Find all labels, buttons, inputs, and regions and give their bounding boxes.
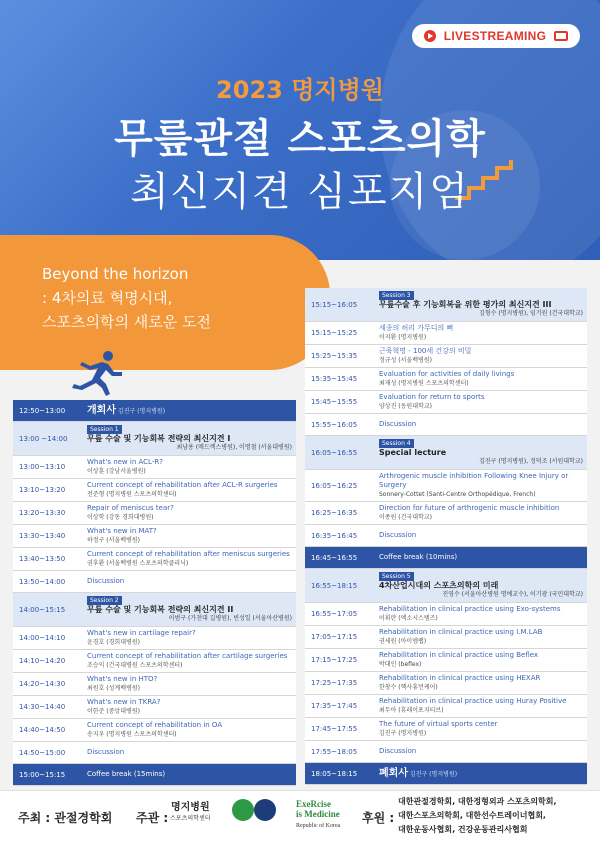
- schedule-row: [13, 456, 296, 479]
- talk-title: What's new in ACL-R?: [87, 458, 163, 466]
- footer: [0, 790, 600, 849]
- time-cell: 14:40~14:50: [19, 726, 66, 734]
- content-cell: [375, 368, 587, 390]
- content-cell: [375, 436, 587, 469]
- schedule-row: [13, 719, 296, 742]
- schedule-row: [13, 571, 296, 593]
- content-cell: [83, 525, 296, 547]
- talk-title: Current concept of rehabilitation after ACL-R surgeries: [87, 481, 278, 489]
- row-speaker: 김진구 (명지병원): [115, 407, 166, 415]
- talk-speaker: 양상진 (동원대학교): [379, 403, 432, 410]
- row-title: 폐회사: [379, 767, 408, 779]
- time-cell: 14:20~14:30: [19, 680, 66, 688]
- content-cell: [83, 746, 296, 759]
- eim-line1: ExeRcise: [296, 799, 331, 809]
- schedule-row: [305, 391, 587, 414]
- content-cell: [375, 672, 587, 694]
- eim-line3: Republic of Korea: [296, 823, 341, 829]
- talk-title: Current concept of rehabilitation after meniscus surgeries: [87, 550, 290, 558]
- time-cell: 16:45~16:55: [311, 553, 358, 562]
- content-cell: [375, 391, 587, 413]
- content-cell: [83, 548, 296, 570]
- organizer-label: 주관 :: [136, 811, 169, 825]
- talk-speaker: 한창수 (헥사휴먼케어): [379, 684, 438, 691]
- play-icon: [424, 30, 436, 42]
- schedule-row: [305, 547, 587, 569]
- content-cell: [375, 502, 587, 524]
- session-chairs: 최남용 (메드렉스병원), 이명철 (서울대병원): [176, 444, 292, 451]
- time-cell: 12:50~13:00: [19, 406, 66, 415]
- schedule-row: [305, 525, 587, 547]
- talk-speaker: 윤경호 (경희대병원): [87, 639, 140, 646]
- schedule-row: [13, 593, 296, 627]
- row-line: [87, 406, 292, 416]
- content-cell: [83, 719, 296, 741]
- schedule-row: [305, 288, 587, 322]
- event-year: 2023 명지병원: [216, 76, 384, 104]
- emblem-logo: [232, 799, 254, 821]
- content-cell: [375, 288, 587, 321]
- content-cell: [83, 422, 296, 455]
- schedule-row: [13, 400, 296, 422]
- content-cell: [375, 470, 587, 501]
- talk-speaker: 김진구 (명지병원): [379, 730, 427, 737]
- time-cell: 13:40~13:50: [19, 555, 66, 563]
- talk-speaker: 송지우 (명지병원 스포츠의학센터): [87, 731, 177, 738]
- content-cell: [375, 529, 587, 542]
- sponsor-list: [398, 795, 556, 837]
- schedule-row: [13, 548, 296, 571]
- sponsor-line: 대한운동사협회, 건강운동관리사협회: [398, 825, 528, 834]
- time-cell: 13:20~13:30: [19, 509, 66, 517]
- talk-speaker: 전준형 (명지병원 스포츠의학센터): [87, 491, 177, 498]
- schedule-row: [305, 603, 587, 626]
- time-cell: 15:35~15:45: [311, 375, 358, 383]
- content-cell: [375, 626, 587, 648]
- session-title: Special lecture: [379, 448, 447, 457]
- content-cell: [83, 575, 296, 588]
- sponsor-label: 후원 :: [362, 811, 395, 825]
- talk-speaker: 권후환 (서울백병원 스포츠의학클리닉): [87, 560, 189, 567]
- talk-title: Direction for future of arthrogenic muscle inhibition: [379, 504, 560, 512]
- schedule-row: [305, 695, 587, 718]
- content-cell: [375, 603, 587, 625]
- schedule-row: [13, 422, 296, 456]
- time-cell: 16:55~17:05: [311, 610, 358, 618]
- content-cell: [375, 569, 587, 602]
- time-cell: 16:25~16:35: [311, 509, 358, 517]
- time-cell: 13:00 ~14:00: [19, 434, 68, 443]
- schedule-row: [305, 649, 587, 672]
- eim-line2: is Medicine: [296, 809, 340, 819]
- time-cell: 17:55~18:05: [311, 747, 358, 756]
- discussion-label: Discussion: [379, 420, 417, 428]
- time-cell: 15:55~16:05: [311, 420, 358, 429]
- time-cell: 16:05~16:55: [311, 448, 358, 457]
- discussion-label: Discussion: [379, 531, 417, 539]
- hero-banner: [0, 0, 600, 260]
- content-cell: [83, 768, 296, 781]
- time-cell: 14:50~15:00: [19, 748, 66, 757]
- time-cell: 14:30~14:40: [19, 703, 66, 711]
- schedule-row: [305, 368, 587, 391]
- schedule-row: [13, 764, 296, 786]
- content-cell: [375, 345, 587, 367]
- time-cell: 14:00~15:15: [19, 605, 66, 614]
- time-cell: 16:05~16:25: [311, 481, 358, 490]
- talk-title: What's new in cartilage repair?: [87, 629, 196, 637]
- session-tag: Session 2: [87, 596, 122, 605]
- session-chairs: 김진구 (명지병원), 정덕조 (서원대학교): [479, 458, 583, 465]
- time-cell: 15:00~15:15: [19, 770, 66, 779]
- schedule-row: [305, 502, 587, 525]
- slogan: [42, 262, 211, 334]
- time-cell: 13:50~14:00: [19, 577, 66, 586]
- talk-title: What's new in TKRA?: [87, 698, 161, 706]
- content-cell: [83, 456, 296, 478]
- content-cell: [375, 551, 587, 564]
- row-speaker: 김진구 (명지병원): [407, 770, 458, 778]
- slogan-line: : 4차의료 혁명시대,: [42, 289, 173, 307]
- discussion-label: Discussion: [87, 748, 125, 756]
- camera-icon: [554, 31, 568, 41]
- schedule-table-right: [305, 288, 587, 785]
- time-cell: 15:45~15:55: [311, 398, 358, 406]
- talk-title: Evaluation for activities of daily livings: [379, 370, 515, 378]
- talk-title: Rehabilitation in clinical practice using Huray Positive: [379, 697, 567, 705]
- talk-title: Current concept of rehabilitation in OA: [87, 721, 223, 729]
- session-tag: Session 5: [379, 572, 414, 581]
- talk-speaker: 정규성 (서울백병원): [379, 357, 432, 364]
- talk-title: What's new in HTO?: [87, 675, 158, 683]
- content-cell: [83, 502, 296, 524]
- talk-title: 근육혁명 - 100세 건강의 비밀: [379, 347, 472, 355]
- schedule-table-left: [13, 400, 296, 786]
- talk-speaker: 이한준 (중앙대병원): [87, 708, 140, 715]
- talk-title: Rehabilitation in clinical practice using Beflex: [379, 651, 539, 659]
- session-tag: Session 4: [379, 439, 414, 448]
- time-cell: 15:25~15:35: [311, 352, 358, 360]
- talk-speaker: 박대인 (beflex): [379, 661, 422, 668]
- runner-logo: [254, 799, 276, 821]
- time-cell: 15:15~15:25: [311, 329, 358, 337]
- session-title: 무릎 수술 및 기능회복 전략의 최신지견 I: [87, 434, 231, 443]
- time-cell: 16:55~18:15: [311, 581, 358, 590]
- time-cell: 18:05~18:15: [311, 769, 358, 778]
- talk-speaker: 권세원 (아이엠랩): [379, 638, 427, 645]
- talk-speaker: 최재성 (명지병원 스포츠의학센터): [379, 380, 469, 387]
- row-title: Coffee break (10mins): [379, 553, 458, 561]
- schedule-row: [305, 345, 587, 368]
- schedule-row: [13, 525, 296, 548]
- talk-speaker: 하정구 (서울백병원): [87, 537, 140, 544]
- time-cell: 17:45~17:55: [311, 725, 358, 733]
- schedule-row: [305, 741, 587, 763]
- content-cell: [375, 695, 587, 717]
- time-cell: 13:00~13:10: [19, 463, 66, 471]
- schedule-row: [13, 479, 296, 502]
- schedule-row: [13, 650, 296, 673]
- talk-title: What's new in MAT?: [87, 527, 157, 535]
- schedule-row: [305, 763, 587, 785]
- time-cell: 17:15~17:25: [311, 656, 358, 664]
- schedule-row: [13, 673, 296, 696]
- talk-title: Arthrogenic muscle inhibition Following Knee Injury or Surgery: [379, 472, 569, 489]
- discussion-label: Discussion: [87, 577, 125, 585]
- schedule-row: [13, 696, 296, 719]
- content-cell: [375, 649, 587, 671]
- talk-speaker: 조승익 (건국대병원 스포츠의학센터): [87, 662, 183, 669]
- talk-speaker: 이상훈 (강남서울병원): [87, 468, 146, 475]
- event-title-line1: 무릎관절 스포츠의학: [114, 116, 486, 162]
- time-cell: 13:10~13:20: [19, 486, 66, 494]
- content-cell: [83, 673, 296, 695]
- host-label: 주최 : 관절경학회: [18, 811, 113, 825]
- eim-logo: [296, 799, 340, 831]
- time-cell: 16:35~16:45: [311, 531, 358, 540]
- livestreaming-badge[interactable]: [412, 24, 580, 48]
- hospital-sub: 스포츠의학센터: [170, 815, 211, 822]
- schedule-row: [305, 322, 587, 345]
- time-cell: 17:35~17:45: [311, 702, 358, 710]
- content-cell: [375, 767, 587, 781]
- talk-speaker: 이종원 (건국대학교): [379, 514, 432, 521]
- content-cell: [83, 696, 296, 718]
- content-cell: [375, 718, 587, 740]
- time-cell: 14:10~14:20: [19, 657, 66, 665]
- time-cell: 13:30~13:40: [19, 532, 66, 540]
- time-cell: 17:05~17:15: [311, 633, 358, 641]
- sponsor-line: 대한관절경학회, 대한정형외과 스포츠의학회,: [398, 797, 557, 806]
- hospital-logo: [170, 803, 211, 824]
- schedule-row: [13, 502, 296, 525]
- session-tag: Session 3: [379, 291, 414, 300]
- content-cell: [375, 745, 587, 758]
- slogan-line: Beyond the horizon: [42, 265, 189, 283]
- schedule-row: [305, 569, 587, 603]
- row-title: Coffee break (15mins): [87, 770, 166, 778]
- talk-speaker: 이휘란 (엑소시스템즈): [379, 615, 438, 622]
- time-cell: 14:00~14:10: [19, 634, 66, 642]
- talk-title: Evaluation for return to sports: [379, 393, 485, 401]
- hospital-name: 명지병원: [170, 802, 210, 813]
- session-chairs: 이범구 (가천대 길병원), 빈성일 (서울아산병원): [168, 615, 292, 622]
- time-cell: 17:25~17:35: [311, 679, 358, 687]
- content-cell: [83, 479, 296, 501]
- discussion-label: Discussion: [379, 747, 417, 755]
- content-cell: [375, 322, 587, 344]
- schedule-row: [13, 627, 296, 650]
- content-cell: [83, 593, 296, 626]
- schedule-row: [305, 470, 587, 502]
- schedule-row: [305, 626, 587, 649]
- session-tag: Session 1: [87, 425, 122, 434]
- time-cell: 15:15~16:05: [311, 300, 358, 309]
- talk-title: Rehabilitation in clinical practice using I.M.LAB: [379, 628, 543, 636]
- content-cell: [83, 650, 296, 672]
- session-chairs: 김형수 (명지병원), 임기원 (건국대학교): [479, 310, 583, 317]
- session-title: 4차산업시대의 스포츠의학의 미래: [379, 581, 499, 590]
- event-title-line2: 최신지견 심포지엄: [130, 169, 470, 215]
- schedule-row: [305, 436, 587, 470]
- sponsor-line: 대한스포츠의학회, 대한선수트레이너협회,: [398, 811, 546, 820]
- slogan-line: 스포츠의학의 새로운 도전: [42, 313, 211, 331]
- row-line: [379, 769, 583, 779]
- schedule-row: [305, 672, 587, 695]
- livestreaming-label: LIVESTREAMING: [443, 29, 547, 43]
- content-cell: [83, 627, 296, 649]
- talk-speaker: 최원호 (성계백병원): [87, 685, 140, 692]
- schedule-row: [305, 414, 587, 436]
- session-chairs: 진영수 (서울아산병원 명예교수), 이기광 (국민대학교): [442, 591, 583, 598]
- talk-title: The future of virtual sports center: [379, 720, 498, 728]
- talk-title: Current concept of rehabilitation after cartilage surgeries: [87, 652, 288, 660]
- content-cell: [83, 404, 296, 418]
- runner-icon: [68, 350, 128, 398]
- talk-title: Rehabilitation in clinical practice using Exo-systems: [379, 605, 561, 613]
- talk-speaker: Sonnery-Cottet (Santi-Centre Orthopédique, French): [379, 491, 536, 498]
- talk-title: 세종의 허리 가무디의 뼈: [379, 324, 454, 332]
- session-title: 무릎수술 후 기능회복을 위한 평가의 최신지견 III: [379, 300, 552, 309]
- talk-speaker: 이상학 (강동 경희대병원): [87, 514, 154, 521]
- row-title: 개회사: [87, 404, 116, 416]
- talk-speaker: 최두아 (휴레이포지티브): [379, 707, 444, 714]
- talk-title: Repair of meniscus tear?: [87, 504, 174, 512]
- content-cell: [375, 418, 587, 431]
- schedule-row: [13, 742, 296, 764]
- talk-title: Rehabilitation in clinical practice using HEXAR: [379, 674, 541, 682]
- session-title: 무릎 수술 및 기능회복 전략의 최신지견 II: [87, 605, 234, 614]
- schedule-row: [305, 718, 587, 741]
- talk-speaker: 이지환 (명지병원): [379, 334, 427, 341]
